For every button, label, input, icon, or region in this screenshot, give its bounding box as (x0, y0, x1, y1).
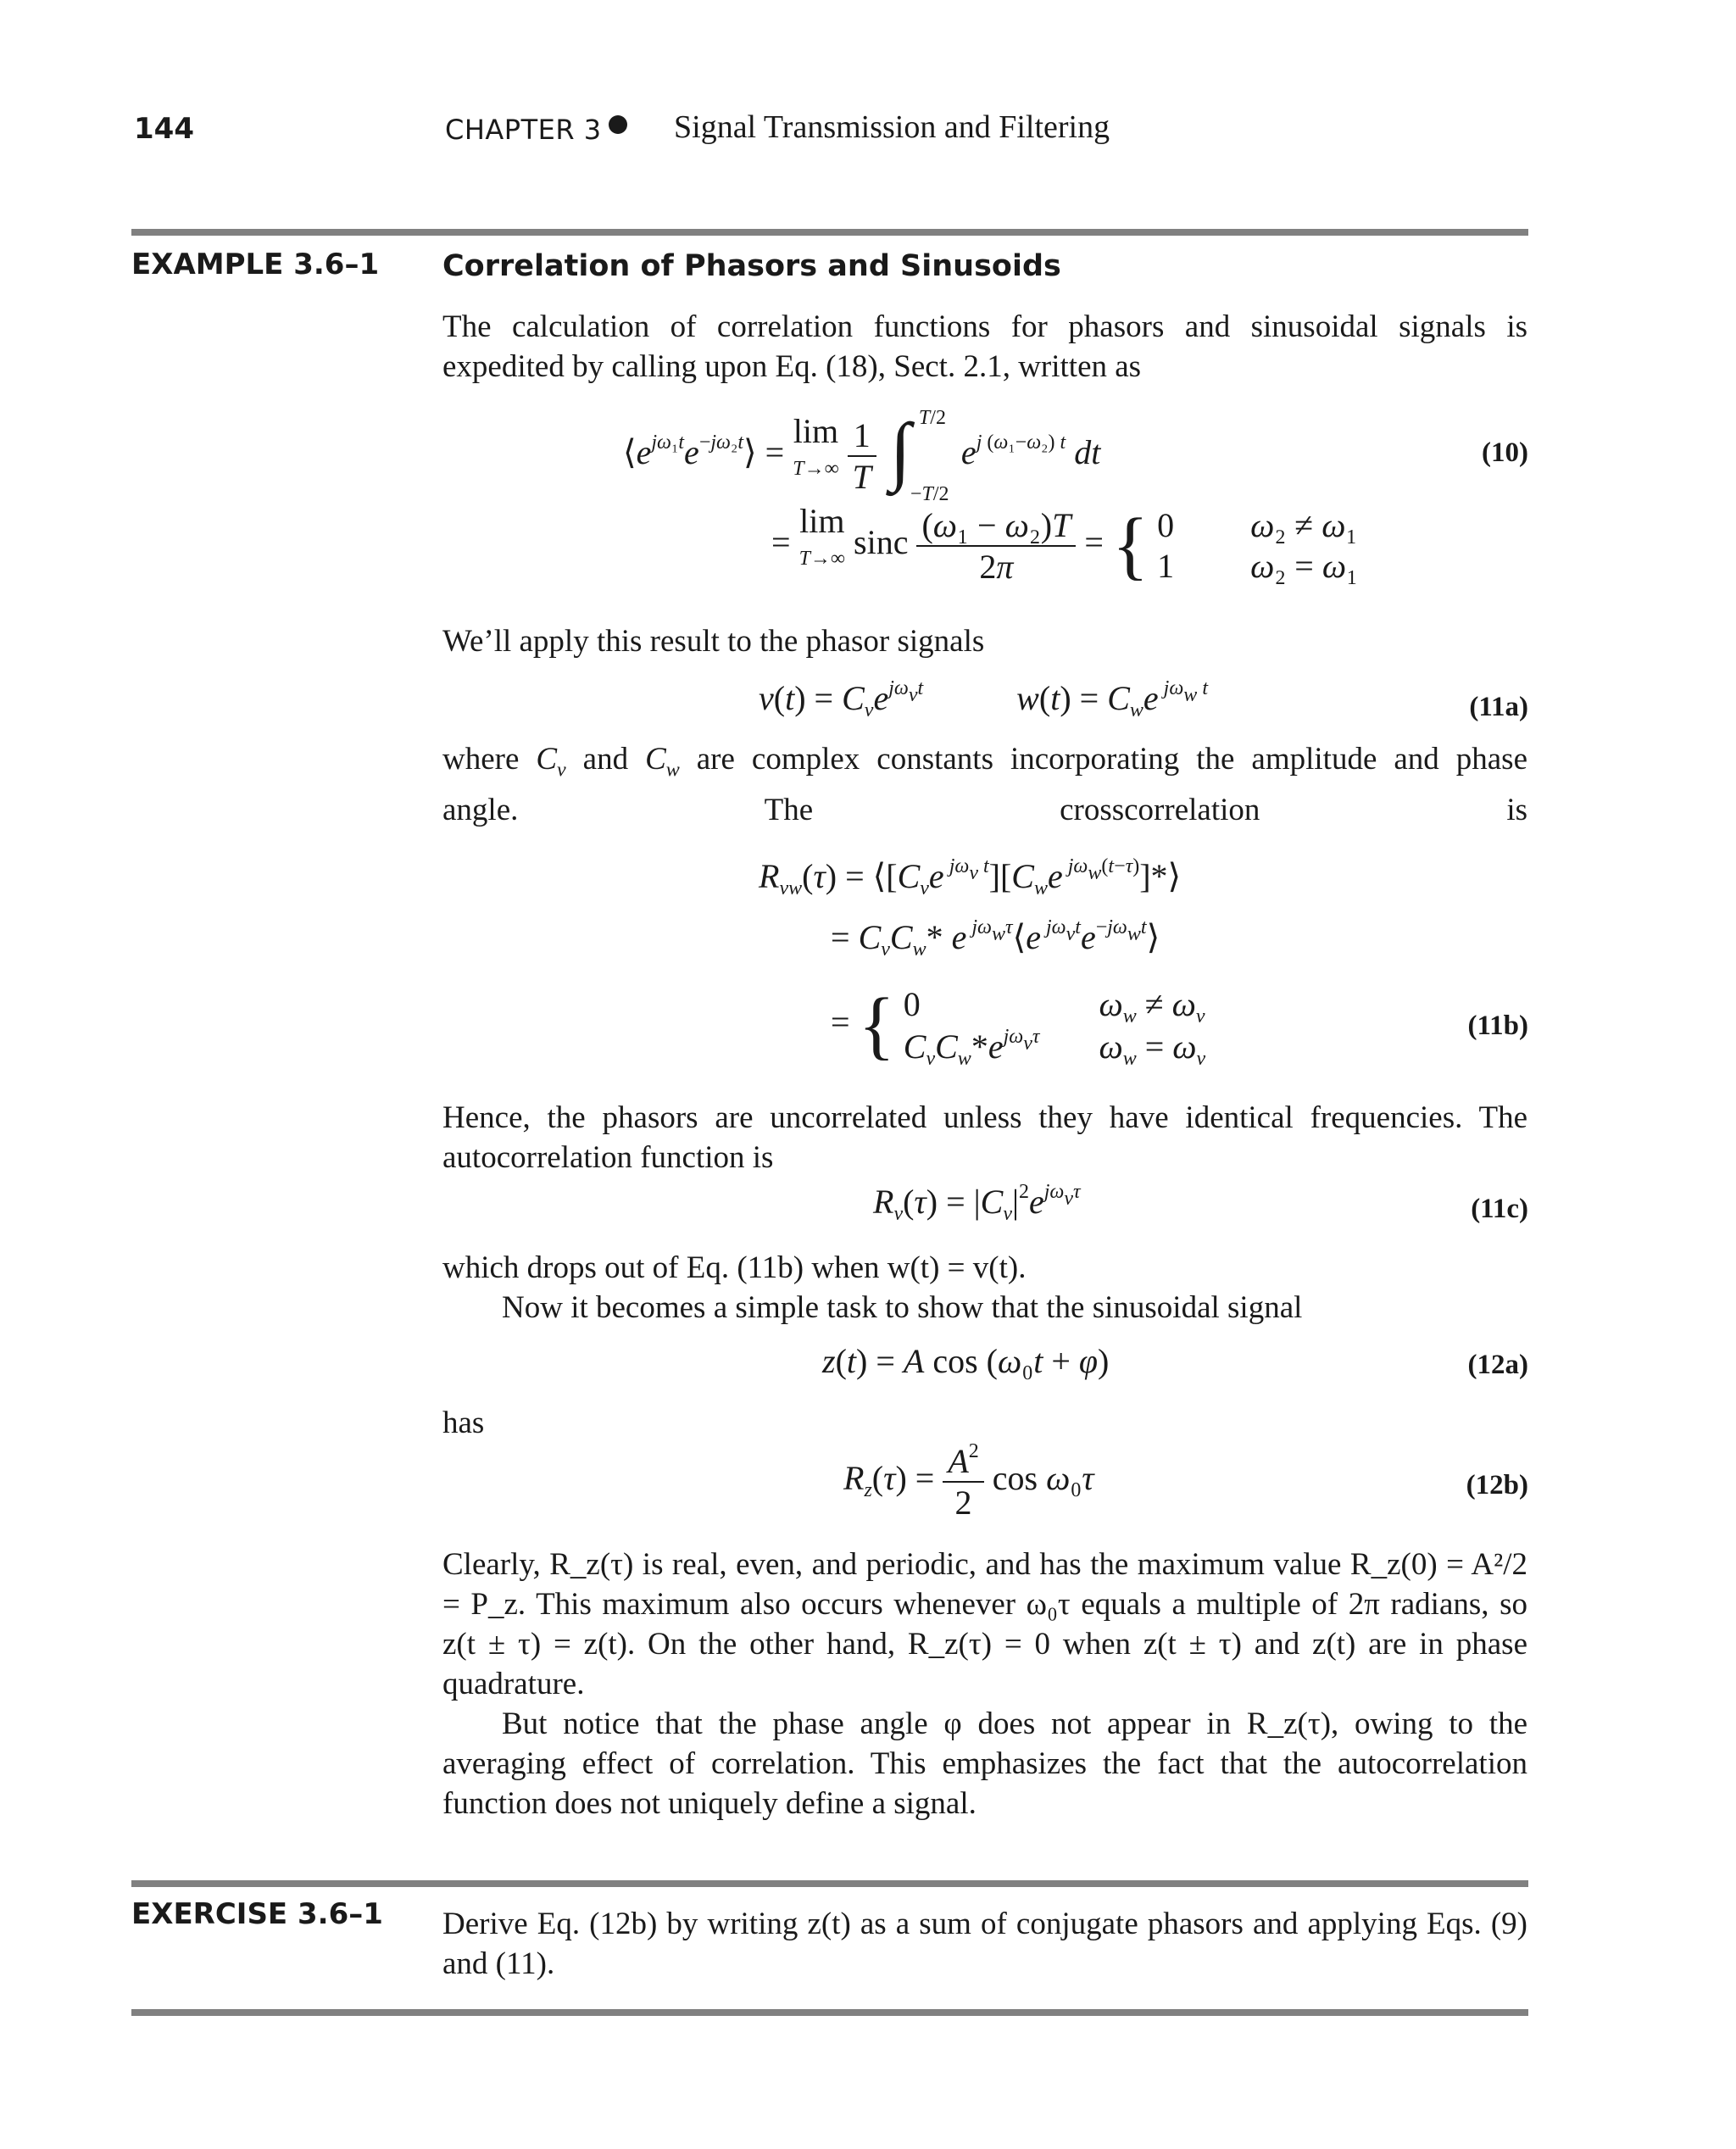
equation-number-12b: (12b) (1466, 1470, 1528, 1500)
paragraph-intro: The calculation of correlation functions for phasors and sinusoidal signals is expedited by calling upon Eq. (18), Sect. 2.1, written as (442, 309, 1527, 384)
exercise-label: EXERCISE 3.6–1 (131, 1897, 383, 1931)
equation-number-12a: (12a) (1467, 1350, 1528, 1380)
example-label: EXAMPLE 3.6–1 (131, 248, 380, 281)
equation-11c: $R_v(\tau) = |C_v|^2e^{j\omega_v\tau}$ (873, 1181, 1081, 1225)
chapter-label: CHAPTER 3 (445, 114, 602, 146)
top-rule (131, 229, 1528, 236)
exercise-top-rule (131, 1880, 1528, 1887)
bottom-rule (131, 2009, 1528, 2016)
paragraph-drops-out: which drops out of Eq. (11b) when w(t) = v(t). (442, 1250, 1027, 1285)
equation-number-11c: (11c) (1471, 1194, 1528, 1224)
equation-11b-line1: $R_{vw}(\tau)$ = $⟨[C_ve$ $^{j\omega_v t}][C_we$ $^{j\omega_w(t-\tau)}$]*⟩ (759, 855, 1182, 899)
paragraph-has: has (442, 1406, 485, 1440)
equation-12a: z(t) = A cos (ω₀t + φ) (822, 1342, 1110, 1380)
equation-11b-line3: = { 0 $C_vC_w*e^{j\omega_v\tau}$ $\omega_w \ne \omega_v$ $\omega_w = \omega_v$ (831, 983, 1206, 1070)
equation-10-line2: = lim T→∞ sinc $\frac{\text{(ω₁ − ω₂)T}}{2\pi}$ = { 0 1 ω₂ ≠ ω₁ ω₂ = ω₁ (771, 502, 1359, 587)
page-number: 144 (134, 112, 194, 146)
paragraph-where: where $C_v$ and $C_w$ are complex constants incorporating the amplitude and phase angle. The crosscorrelation is (442, 742, 1527, 828)
exercise-text: Derive Eq. (12b) by writing z(t) as a sum of conjugate phasors and applying Eqs. (9) and (11). (442, 1907, 1527, 1981)
equation-number-10: (10) (1482, 437, 1528, 468)
equation-10-line1: $⟨e^{j\omega_1t}e^{-j\omega_2t}⟩ = \lim$ T→∞ $\frac{1}{T}$ ∫ T/2 −T/2 $e^{j (\omega_1-\omega_2) t}$ dt (623, 407, 1101, 505)
paragraph-simple-task: Now it becomes a simple task to show that the sinusoidal signal (502, 1290, 1303, 1325)
example-title: Correlation of Phasors and Sinusoids (442, 249, 1061, 283)
paragraph-hence: Hence, the phasors are uncorrelated unless they have identical frequencies. The autocorrelation function is (442, 1100, 1527, 1175)
equation-11b-line2: = $C_vC_w*$ e $^{j\omega_w\tau}$⟨e $^{j\omega_vt}e^{-j\omega_wt}⟩$ (831, 916, 1160, 960)
equation-12b: $R_z(\tau)$ = $\frac{A^2}{2}$ cos ω₀τ (843, 1440, 1094, 1522)
paragraph-clearly: Clearly, R_z(τ) is real, even, and periodic, and has the maximum value R_z(0) = A²/2 = P_z. This maximum also occurs whenever ω₀τ equals a multiple of 2π radians, so z(t ± τ) = z(t). On the other hand, R_z(τ) = 0 when z(t ± τ) and z(t) are in phase quadrature. (442, 1547, 1527, 1701)
bullet-icon (609, 115, 627, 134)
equation-number-11b: (11b) (1467, 1010, 1528, 1041)
equation-number-11a: (11a) (1469, 692, 1528, 722)
paragraph-apply: We’ll apply this result to the phasor signals (442, 624, 985, 659)
chapter-title: Signal Transmission and Filtering (674, 109, 1110, 145)
equation-11a: $v(t) = C_ve^{j\omega_vt}$ $w(t) = C_we$ $^{j\omega_w t}$ (759, 677, 1208, 721)
paragraph-notice-text: But notice that the phase angle φ does not appear in R_z(τ), owing to the averaging effect of correlation. This emphasizes the fact that the autocorrelation function does not uniquely define a signal. (442, 1706, 1527, 1821)
paragraph-notice (442, 1704, 1527, 1823)
